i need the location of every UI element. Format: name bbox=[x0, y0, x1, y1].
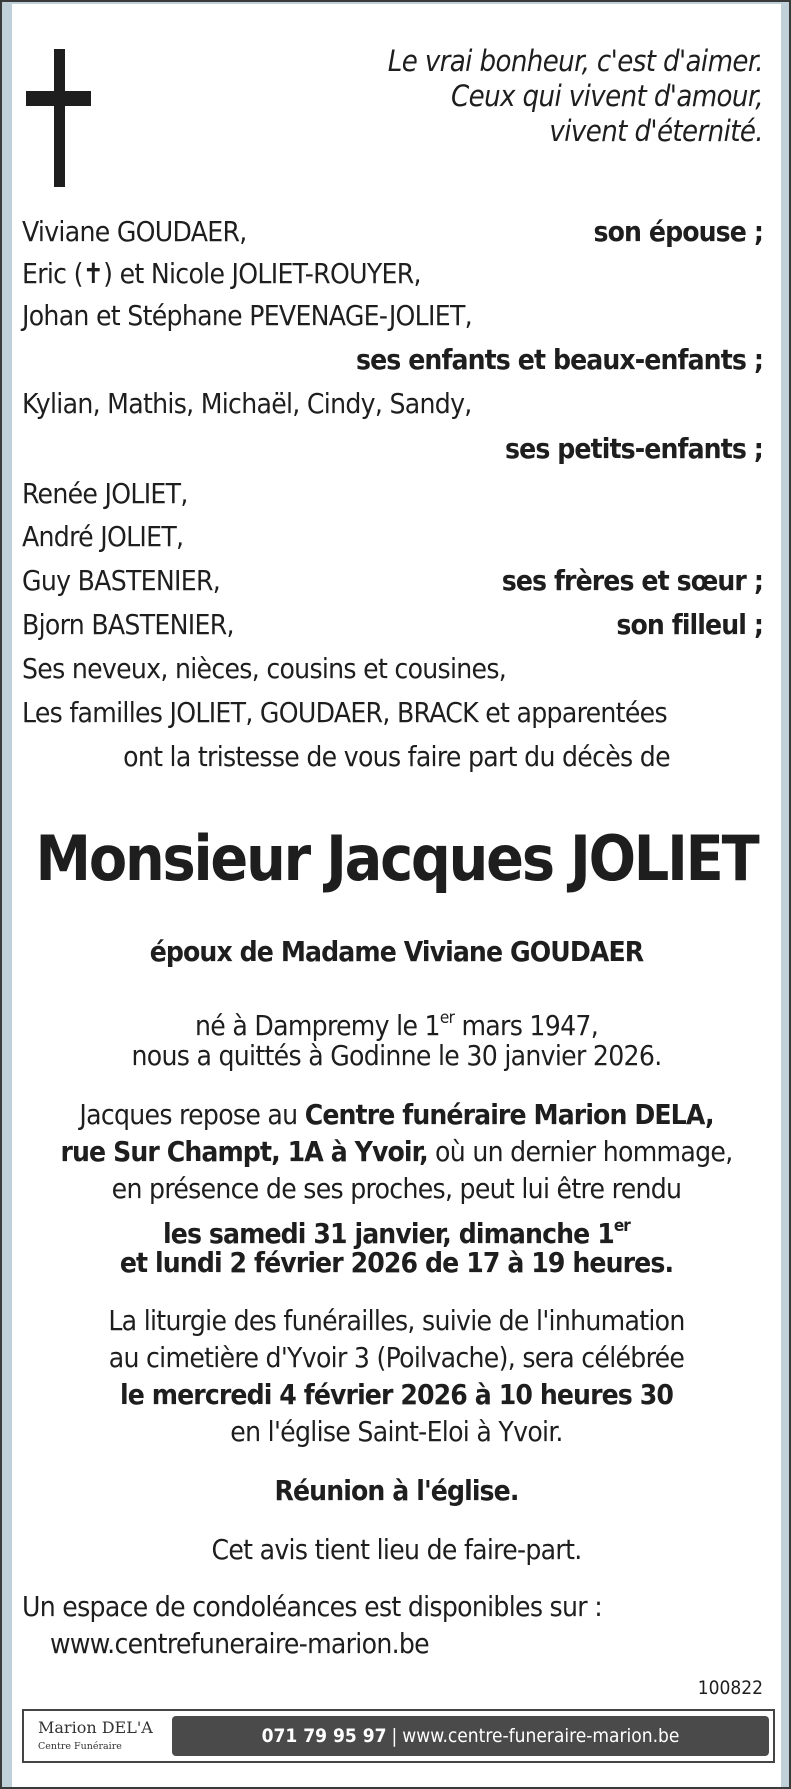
funeral-church: en l'église Saint-Eloi à Yvoir. bbox=[230, 1415, 563, 1448]
family-row: Ses neveux, nièces, cousins et cousines, bbox=[22, 652, 507, 685]
family-row: ses enfants et beaux-enfants ; bbox=[355, 343, 763, 376]
condolences-link[interactable]: www.centrefuneraire-marion.be bbox=[50, 1627, 429, 1660]
quote-line: Ceux qui vivent d'amour, bbox=[451, 79, 763, 113]
funeral-line: La liturgie des funérailles, suivie de l'inhumation bbox=[108, 1304, 685, 1337]
funeral-date: le mercredi 4 février 2026 à 10 heures 30 bbox=[119, 1378, 674, 1411]
family-row: Viviane GOUDAER, son épouse ; bbox=[22, 215, 763, 248]
family-row: Eric (✝) et Nicole JOLIET-ROUYER, bbox=[22, 257, 421, 290]
funeral-home-tagline: Centre Funéraire bbox=[38, 1741, 122, 1752]
family-row: ses petits-enfants ; bbox=[505, 432, 763, 465]
family-row: Renée JOLIET, bbox=[22, 477, 188, 510]
notice-text: Cet avis tient lieu de faire-part. bbox=[211, 1533, 582, 1566]
epitaph-quote bbox=[388, 44, 763, 149]
family-row: Les familles JOLIET, GOUDAER, BRACK et apparentées bbox=[22, 696, 667, 729]
separator: | bbox=[391, 1725, 398, 1747]
funeral-line: au cimetière d'Yvoir 3 (Poilvache), sera célébrée bbox=[108, 1341, 685, 1374]
family-row: Johan et Stéphane PEVENAGE-JOLIET, bbox=[22, 299, 472, 332]
quote-line: vivent d'éternité. bbox=[549, 114, 763, 148]
announcement-text: ont la tristesse de vous faire part du décès de bbox=[123, 740, 670, 773]
funeral-home-logo: Marion DEL'A bbox=[38, 1718, 153, 1737]
contact-bar bbox=[172, 1716, 769, 1756]
family-row: André JOLIET, bbox=[22, 520, 184, 553]
visitation-hours: et lundi 2 février 2026 de 17 à 19 heures. bbox=[119, 1246, 674, 1279]
family-row: Kylian, Mathis, Michaël, Cindy, Sandy, bbox=[22, 387, 472, 420]
visitation-line: en présence de ses proches, peut lui être rendu bbox=[111, 1172, 682, 1205]
visitation-line: rue Sur Champt, 1A à Yvoir, où un dernier hommage, bbox=[60, 1135, 733, 1168]
deceased-name: Monsieur Jacques JOLIET bbox=[35, 822, 758, 895]
spouse-line: époux de Madame Viviane GOUDAER bbox=[149, 935, 644, 968]
death-line: nous a quittés à Godinne le 30 janvier 2026. bbox=[131, 1039, 662, 1072]
phone-number[interactable]: 071 79 95 97 bbox=[261, 1725, 387, 1747]
birth-line: né à Dampremy le 1er mars 1947, bbox=[194, 1008, 599, 1042]
family-row: Guy BASTENIER, ses frères et sœur ; bbox=[22, 564, 763, 597]
website-link[interactable]: www.centre-funeraire-marion.be bbox=[402, 1725, 680, 1747]
visitation-dates: les samedi 31 janvier, dimanche 1er bbox=[163, 1216, 630, 1250]
obituary-notice bbox=[12, 4, 781, 1787]
visitation-line: Jacques repose au Centre funéraire Marion DELA, bbox=[79, 1098, 714, 1131]
meeting-note: Réunion à l'église. bbox=[274, 1474, 519, 1507]
condolences-text: Un espace de condoléances est disponibles sur : bbox=[22, 1590, 602, 1623]
family-row: Bjorn BASTENIER, son filleul ; bbox=[22, 608, 763, 641]
funeral-home-banner bbox=[22, 1709, 775, 1763]
quote-line: Le vrai bonheur, c'est d'aimer. bbox=[387, 44, 763, 78]
reference-number: 100822 bbox=[697, 1677, 763, 1699]
